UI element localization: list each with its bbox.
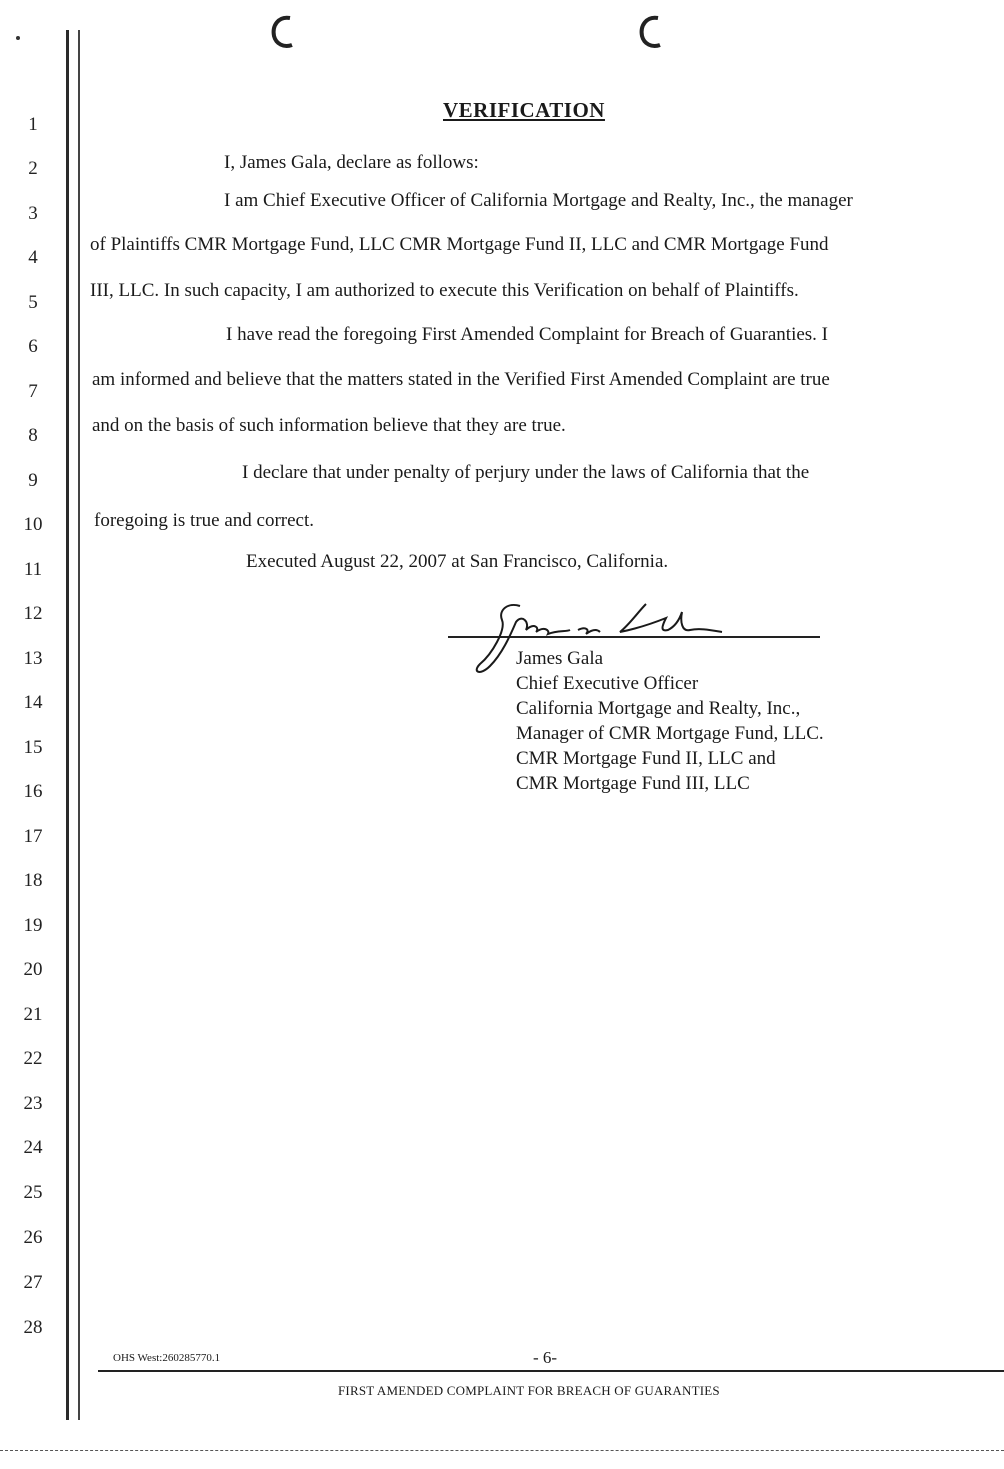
body-line: of Plaintiffs CMR Mortgage Fund, LLC CMR Mortgage Fund II, LLC and CMR Mortgage Fund	[90, 234, 829, 255]
line-number: 17	[23, 826, 43, 847]
signer-title: Chief Executive Officer	[516, 673, 699, 694]
punch-hole-left-icon	[268, 12, 298, 52]
body-line: am informed and believe that the matters stated in the Verified First Amended Complaint are true	[92, 369, 830, 390]
signature-block	[516, 646, 824, 796]
left-margin-rule-inner	[78, 30, 80, 1420]
scan-edge-dashes	[0, 1450, 1004, 1453]
line-number: 6	[28, 336, 38, 357]
footer-rule	[98, 1370, 1004, 1372]
line-number: 18	[23, 870, 43, 891]
signer-company: California Mortgage and Realty, Inc.,	[516, 698, 801, 719]
line-number: 27	[23, 1272, 43, 1293]
footer-title: FIRST AMENDED COMPLAINT FOR BREACH OF GUARANTIES	[338, 1383, 720, 1398]
body-line: I am Chief Executive Officer of California Mortgage and Realty, Inc., the manager	[224, 190, 853, 211]
line-number: 13	[23, 648, 43, 669]
pleading-line-numbers	[0, 0, 66, 1400]
signer-name: James Gala	[516, 648, 604, 669]
line-number: 5	[28, 292, 38, 313]
line-number: 7	[28, 381, 38, 402]
signer-role-line-1: Manager of CMR Mortgage Fund, LLC.	[516, 723, 824, 744]
line-number: 1	[28, 114, 38, 135]
body-line: I, James Gala, declare as follows:	[224, 152, 479, 173]
line-number: 8	[28, 425, 38, 446]
document-title: VERIFICATION	[443, 98, 605, 122]
line-number: 19	[23, 915, 43, 936]
line-number: 25	[23, 1182, 43, 1203]
line-number: 12	[23, 603, 43, 624]
body-line: III, LLC. In such capacity, I am authorized to execute this Verification on behalf of Plaintiffs.	[90, 280, 799, 301]
line-number: 2	[28, 158, 38, 179]
execution-line: Executed August 22, 2007 at San Francisco, California.	[246, 551, 669, 572]
left-margin-rule	[66, 30, 69, 1420]
line-number: 9	[28, 470, 38, 491]
line-number: 10	[23, 514, 43, 535]
body-line: and on the basis of such information believe that they are true.	[92, 415, 566, 436]
line-number: 14	[23, 692, 43, 713]
line-number: 21	[23, 1004, 43, 1025]
line-number: 23	[23, 1093, 43, 1114]
footer-page-number: - 6-	[533, 1348, 558, 1367]
line-number: 3	[28, 203, 38, 224]
line-number: 26	[23, 1227, 43, 1248]
line-number: 22	[23, 1048, 43, 1069]
body-line: I have read the foregoing First Amended Complaint for Breach of Guaranties. I	[226, 324, 829, 345]
line-number: 11	[23, 559, 43, 580]
punch-hole-right-icon	[636, 12, 666, 52]
line-number: 20	[23, 959, 43, 980]
body-line: foregoing is true and correct.	[94, 510, 314, 531]
line-number: 15	[23, 737, 43, 758]
line-number: 24	[23, 1137, 43, 1158]
signer-role-line-2: CMR Mortgage Fund II, LLC and	[516, 748, 776, 769]
line-number: 16	[23, 781, 43, 802]
footer-document-id: OHS West:260285770.1	[113, 1352, 221, 1364]
line-number: 4	[28, 247, 38, 268]
signer-role-line-3: CMR Mortgage Fund III, LLC	[516, 773, 750, 794]
body-line: I declare that under penalty of perjury under the laws of California that the	[242, 462, 810, 483]
line-number: 28	[23, 1317, 43, 1338]
